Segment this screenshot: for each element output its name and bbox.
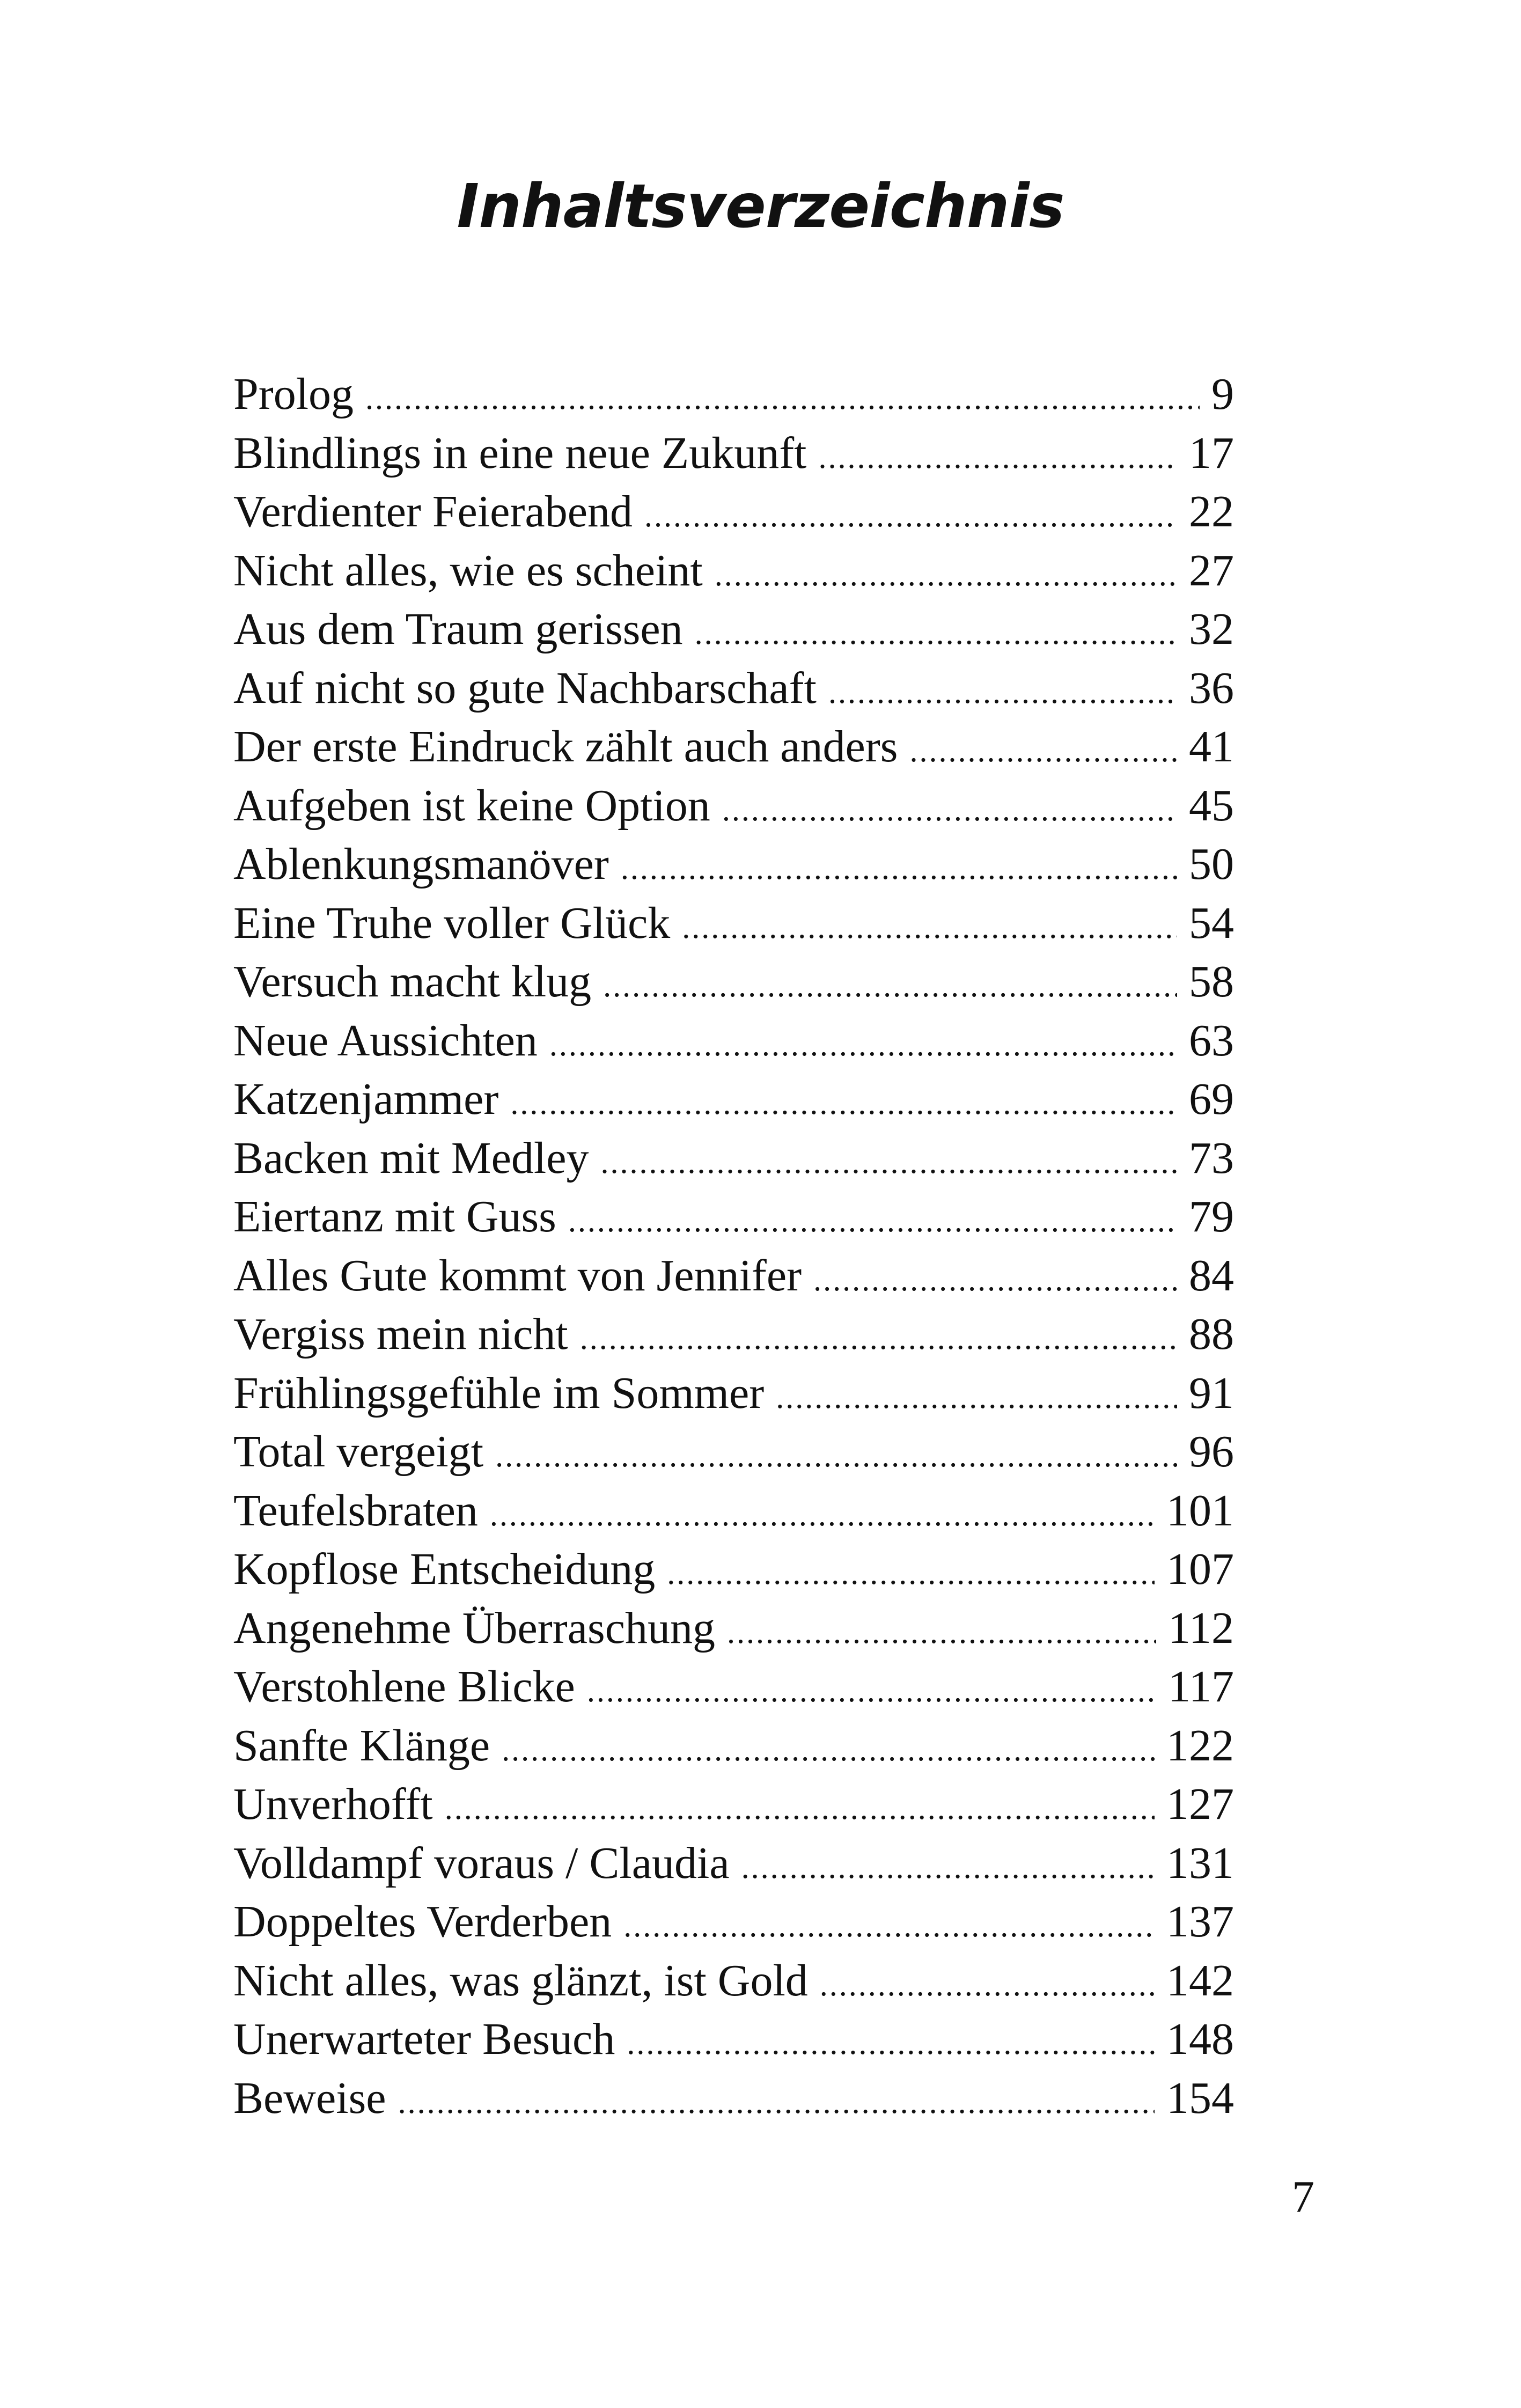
toc-entry: [233, 2069, 1234, 2128]
toc-entry-title: Eine Truhe voller Glück: [233, 898, 671, 948]
toc-entry-title: Backen mit Medley: [233, 1133, 589, 1183]
toc-entry: [233, 1129, 1234, 1188]
toc-entry-page-number: 107: [1166, 1544, 1234, 1594]
toc-entry-page-number: 142: [1166, 1955, 1234, 2006]
dot-leader: [568, 1192, 1177, 1251]
toc-entry: [233, 1305, 1234, 1364]
toc-entry-page-number: 96: [1189, 1427, 1234, 1477]
toc-entry: [233, 1187, 1234, 1246]
toc-entry-page-number: 84: [1189, 1250, 1234, 1301]
toc-entry-page-number: 27: [1189, 545, 1234, 596]
toc-entry-page-number: 88: [1189, 1309, 1234, 1359]
toc-entry: [233, 2010, 1234, 2069]
toc-entry-page-number: 101: [1166, 1485, 1234, 1536]
page-number: 7: [1292, 2172, 1314, 2222]
dot-leader: [502, 1721, 1155, 1780]
toc-entry: [233, 1657, 1234, 1716]
dot-leader: [621, 839, 1177, 898]
dot-leader: [695, 604, 1177, 663]
toc-entry-page-number: 148: [1166, 2014, 1234, 2064]
toc-entry-title: Ablenkungsmanöver: [233, 839, 609, 889]
dot-leader: [722, 781, 1177, 840]
toc-entry-page-number: 131: [1166, 1838, 1234, 1888]
dot-leader: [820, 1956, 1155, 2015]
toc-entry-page-number: 112: [1168, 1603, 1234, 1653]
toc-entry: [233, 1951, 1234, 2010]
toc-entry-title: Versuch macht klug: [233, 957, 592, 1007]
dot-leader: [813, 1251, 1177, 1310]
dot-leader: [587, 1662, 1156, 1721]
toc-entry-title: Aus dem Traum gerissen: [233, 604, 683, 654]
dot-leader: [627, 2014, 1155, 2073]
toc-entry-title: Eiertanz mit Guss: [233, 1192, 556, 1242]
toc-entry-title: Doppeltes Verderben: [233, 1897, 612, 1947]
toc-entry-title: Kopflose Entscheidung: [233, 1544, 656, 1594]
dot-leader: [365, 369, 1200, 428]
toc-entry-title: Nicht alles, wie es scheint: [233, 545, 703, 596]
toc-entry-page-number: 127: [1166, 1779, 1234, 1829]
toc-entry-page-number: 58: [1189, 957, 1234, 1007]
toc-entry-page-number: 22: [1189, 487, 1234, 537]
toc-entry: [233, 1364, 1234, 1423]
dot-leader: [623, 1897, 1155, 1956]
toc-entry-page-number: 50: [1189, 839, 1234, 889]
dot-leader: [600, 1133, 1177, 1192]
toc-entry-title: Aufgeben ist keine Option: [233, 780, 710, 831]
toc-entry-title: Frühlingsgefühle im Sommer: [233, 1368, 765, 1418]
toc-entry-page-number: 36: [1189, 663, 1234, 713]
toc-entry: [233, 659, 1234, 718]
dot-leader: [819, 428, 1178, 487]
toc-entry-title: Unverhofft: [233, 1779, 433, 1829]
toc-entry-page-number: 17: [1189, 428, 1234, 478]
toc-entry: [233, 776, 1234, 835]
toc-entry-title: Blindlings in eine neue Zukunft: [233, 428, 807, 478]
toc-entry: [233, 1011, 1234, 1070]
page-title: Inhaltsverzeichnis: [457, 172, 1064, 241]
toc-entry-title: Unerwarteter Besuch: [233, 2014, 615, 2064]
dot-leader: [495, 1427, 1177, 1486]
dot-leader: [828, 663, 1177, 722]
toc-entry: [233, 1246, 1234, 1305]
dot-leader: [445, 1779, 1155, 1838]
dot-leader: [398, 2073, 1155, 2132]
toc-entry: [233, 1422, 1234, 1481]
toc-entry-page-number: 122: [1166, 1720, 1234, 1771]
toc-entry: [233, 482, 1234, 541]
toc-entry-page-number: 69: [1189, 1074, 1234, 1124]
dot-leader: [580, 1309, 1177, 1368]
toc-entry-page-number: 79: [1189, 1192, 1234, 1242]
toc-entry-title: Teufelsbraten: [233, 1485, 478, 1536]
toc-entry-title: Verdienter Feierabend: [233, 487, 633, 537]
toc-entry: [233, 1599, 1234, 1658]
toc-entry-page-number: 137: [1166, 1897, 1234, 1947]
toc-entry-page-number: 32: [1189, 604, 1234, 654]
toc-entry: [233, 1070, 1234, 1129]
table-of-contents: [233, 365, 1234, 2127]
dot-leader: [667, 1544, 1155, 1603]
toc-entry: [233, 952, 1234, 1011]
dot-leader: [603, 957, 1177, 1016]
dot-leader: [549, 1016, 1177, 1075]
toc-entry-title: Angenehme Überraschung: [233, 1603, 715, 1653]
toc-entry-page-number: 73: [1189, 1133, 1234, 1183]
toc-entry-page-number: 9: [1211, 369, 1234, 419]
toc-entry: [233, 717, 1234, 776]
toc-entry-title: Auf nicht so gute Nachbarschaft: [233, 663, 817, 713]
toc-entry: [233, 1775, 1234, 1834]
toc-entry-title: Neue Aussichten: [233, 1015, 538, 1066]
toc-entry-title: Nicht alles, was glänzt, ist Gold: [233, 1955, 808, 2006]
toc-entry-title: Sanfte Klänge: [233, 1720, 490, 1771]
toc-entry-title: Vergiss mein nicht: [233, 1309, 568, 1359]
toc-entry: [233, 541, 1234, 600]
dot-leader: [909, 722, 1177, 781]
toc-entry-page-number: 154: [1166, 2073, 1234, 2123]
toc-entry-title: Beweise: [233, 2073, 386, 2123]
toc-entry-title: Alles Gute kommt von Jennifer: [233, 1250, 802, 1301]
toc-entry: [233, 1716, 1234, 1775]
dot-leader: [776, 1368, 1177, 1427]
toc-entry: [233, 835, 1234, 894]
toc-entry-page-number: 63: [1189, 1015, 1234, 1066]
toc-entry: [233, 894, 1234, 953]
toc-entry: [233, 1481, 1234, 1540]
toc-entry-page-number: 91: [1189, 1368, 1234, 1418]
toc-entry-page-number: 54: [1189, 898, 1234, 948]
toc-entry-title: Volldampf voraus / Claudia: [233, 1838, 730, 1888]
dot-leader: [510, 1074, 1177, 1133]
dot-leader: [727, 1603, 1156, 1662]
toc-entry-page-number: 41: [1189, 722, 1234, 772]
toc-entry: [233, 365, 1234, 424]
dot-leader: [682, 898, 1177, 957]
toc-entry: [233, 1540, 1234, 1599]
toc-entry-title: Total vergeigt: [233, 1427, 484, 1477]
dot-leader: [741, 1838, 1155, 1897]
dot-leader: [715, 546, 1177, 605]
toc-entry-page-number: 117: [1168, 1662, 1234, 1712]
toc-entry-title: Katzenjammer: [233, 1074, 499, 1124]
toc-entry-title: Der erste Eindruck zählt auch anders: [233, 722, 898, 772]
toc-entry-title: Prolog: [233, 369, 354, 419]
dot-leader: [644, 487, 1177, 546]
toc-entry-page-number: 45: [1189, 780, 1234, 831]
toc-entry: [233, 1834, 1234, 1893]
toc-entry: [233, 600, 1234, 659]
toc-entry-title: Verstohlene Blicke: [233, 1662, 575, 1712]
toc-entry: [233, 424, 1234, 483]
dot-leader: [490, 1486, 1155, 1545]
toc-entry: [233, 1892, 1234, 1951]
